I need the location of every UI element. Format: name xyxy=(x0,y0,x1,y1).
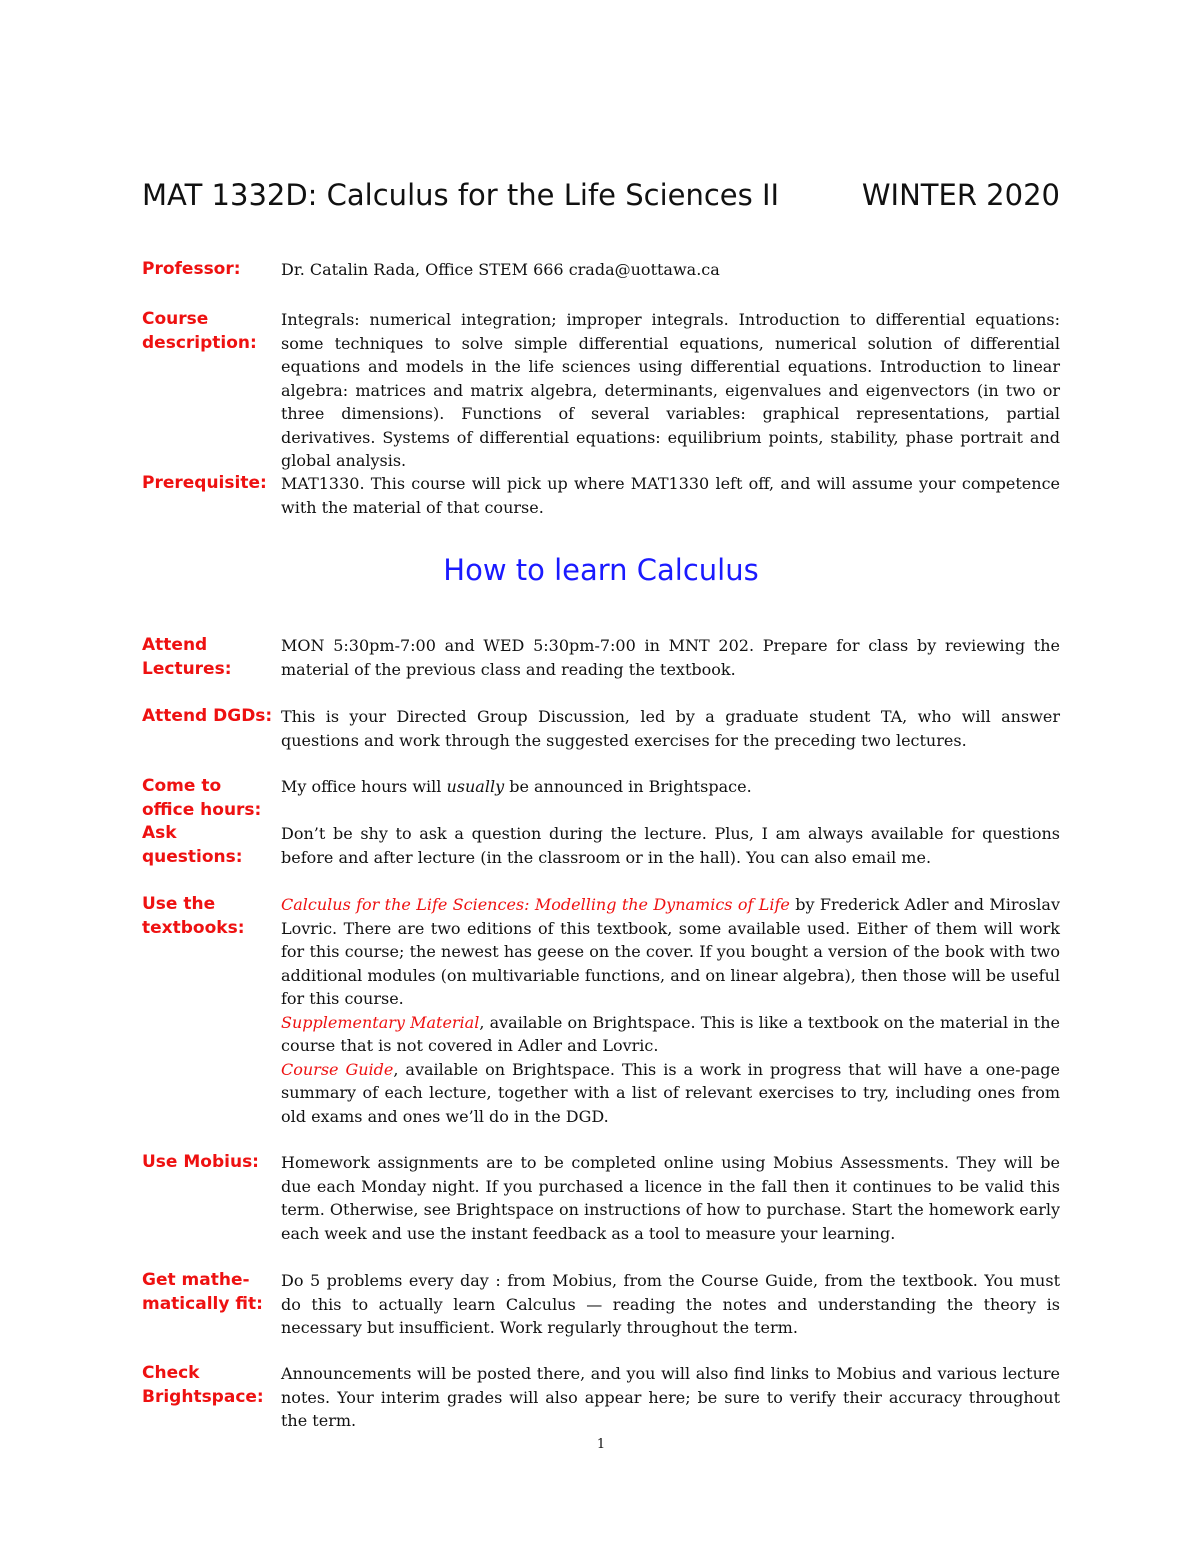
dgds-text: This is your Directed Group Discussion, led by a graduate student TA, who will answer questions and work through the suggested exercises for the preceding two lectures. xyxy=(281,707,1060,750)
course-title: MAT 1332D: Calculus for the Life Sciences II xyxy=(142,178,780,212)
document-header xyxy=(142,178,1060,218)
lectures-text: MON 5:30pm-7:00 and WED 5:30pm-7:00 in MNT 202. Prepare for class by reviewing the material of the previous class and reading the textbook. xyxy=(281,636,1060,679)
professor-label: Professor: xyxy=(142,259,241,279)
questions-label: Ask questions: xyxy=(142,823,243,867)
textbooks-label: Use the textbooks: xyxy=(142,894,245,938)
fit-label: Get mathe-matically fit: xyxy=(142,1270,263,1314)
prerequisite-label: Prerequisite: xyxy=(142,473,267,493)
course-guide-link[interactable]: Course Guide xyxy=(281,1059,394,1079)
textbook-description: by Frederick Adler and Miroslav Lovric. There are two editions of this textbook, some available used. Either of them will work for this course; the newest has geese on the cover. If you bought a version of the book with two additional modules (on multivariable functions, and on linear algebra), then those will be useful for this course. xyxy=(281,895,1061,1008)
dgds-label: Attend DGDs: xyxy=(142,706,273,726)
page-number: 1 xyxy=(596,1437,606,1452)
textbook-paragraph xyxy=(281,893,1060,1011)
course-guide-paragraph xyxy=(281,1058,1060,1129)
mobius-label: Use Mobius: xyxy=(142,1152,259,1172)
course-description-text: Integrals: numerical integration; improper integrals. Introduction to differential equations: some techniques to solve simple differential equations, numerical solution of differential equations and models in the life sciences using differential equations. Introduction to linear algebra: matrices and matrix algebra, determinants, eigenvalues and eigenvectors (in two or three dimensions). Functions of several variables: graphical representations, partial derivatives. Systems of differential equations: equilibrium points, stability, phase portrait and global analysis. xyxy=(281,310,1060,470)
mobius-text: Homework assignments are to be completed online using Mobius Assessments. They will be due each Monday night. If you purchased a licence in the fall then it continues to be valid this term. Otherwise, see Brightspace on instructions of how to purchase. Start the homework early each week and use the instant feedback as a tool to measure your learning. xyxy=(281,1153,1060,1243)
brightspace-text: Announcements will be posted there, and you will also find links to Mobius and various lecture notes. Your interim grades will also appear here; be sure to verify their accuracy throughout the term. xyxy=(281,1364,1060,1430)
office-hours-text-after: be announced in Brightspace. xyxy=(504,777,752,796)
course-guide-description: , available on Brightspace. This is a work in progress that will have a one-page summary of each lecture, together with a list of relevant exercises to try, including ones from old exams and ones we’ll do in the DGD. xyxy=(281,1059,1061,1126)
supplementary-description: , available on Brightspace. This is like a textbook on the material in the course that is not covered in Adler and Lovric. xyxy=(281,1012,1061,1055)
brightspace-label: Check Brightspace: xyxy=(142,1363,264,1407)
supplementary-paragraph xyxy=(281,1011,1060,1058)
office-hours-text xyxy=(281,775,1060,799)
textbooks-text xyxy=(281,893,1060,1128)
office-hours-text-before: My office hours will xyxy=(281,777,447,796)
office-hours-label: Come to office hours: xyxy=(142,776,262,820)
supplementary-material-link[interactable]: Supplementary Material xyxy=(281,1012,480,1032)
fit-text: Do 5 problems every day : from Mobius, from the Course Guide, from the textbook. You must do this to actually learn Calculus — reading the notes and understanding the theory is necessary but insufficient. Work regularly throughout the term. xyxy=(281,1271,1060,1337)
professor-text: Dr. Catalin Rada, Office STEM 666 crada@uottawa.ca xyxy=(281,260,720,279)
questions-text: Don’t be shy to ask a question during the lecture. Plus, I am always available for questions before and after lecture (in the classroom or in the hall). You can also email me. xyxy=(281,824,1060,867)
course-description-label: Course description: xyxy=(142,309,257,353)
section-title: How to learn Calculus xyxy=(443,553,759,587)
course-term: WINTER 2020 xyxy=(861,178,1060,212)
textbook-title-link[interactable]: Calculus for the Life Sciences: Modelling the Dynamics of Life xyxy=(281,895,790,914)
prerequisite-text: MAT1330. This course will pick up where MAT1330 left off, and will assume your competence with the material of that course. xyxy=(281,474,1060,517)
office-hours-emphasis: usually xyxy=(446,777,505,796)
lectures-label: Attend Lectures: xyxy=(142,635,232,679)
